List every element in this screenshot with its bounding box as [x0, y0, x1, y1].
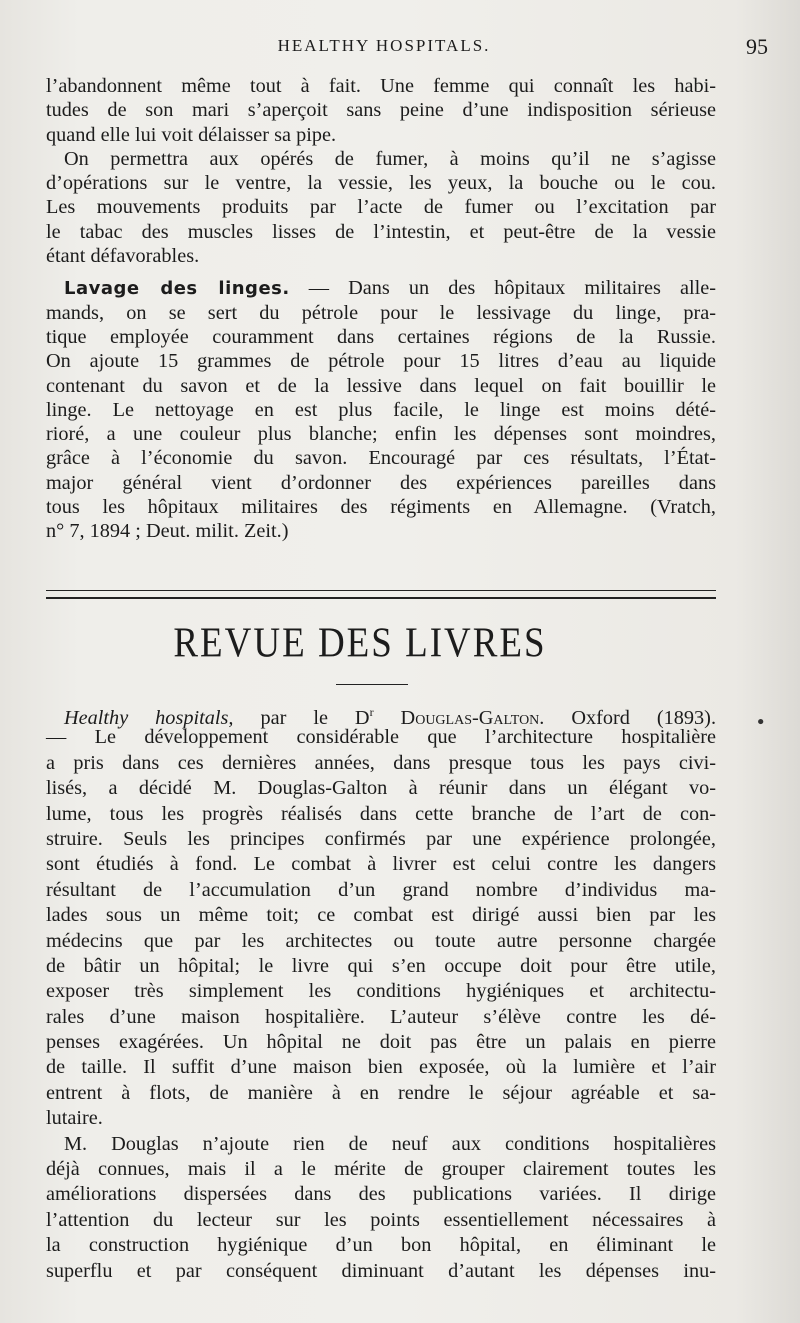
text-line: médecins que par les architectes ou toute autre personne chargée — [46, 929, 716, 952]
text-line: de taille. Il suffit d’une maison bien exposée, où la lumière et l’air — [46, 1056, 716, 1079]
text-line: On ajoute 15 grammes de pétrole pour 15 litres d’eau au liquide — [46, 350, 716, 373]
text-line: lume, tous les progrès réalisés dans cette branche de l’art de con- — [46, 802, 716, 825]
text-line: exposer très simplement les conditions hygiéniques et architectu- — [46, 980, 716, 1003]
text-line: tique employée couramment dans certaines régions de la Russie. — [46, 325, 716, 348]
running-title: HEALTHY HOSPITALS. — [277, 36, 491, 55]
text-line: Les mouvements produits par l’acte de fumer ou l’excitation par — [46, 196, 716, 219]
text-line: quand elle lui voit délaisser sa pipe. — [46, 123, 337, 146]
text-line: la construction hygiénique d’un bon hôpital, en éliminant le — [46, 1234, 716, 1257]
margin-mark: • — [755, 712, 766, 733]
text-line: lutaire. — [46, 1107, 103, 1130]
text-line: de bâtir un hôpital; le livre qui s’en occupe doit pour être utile, — [46, 954, 716, 977]
text-line: améliorations dispersées dans des publications variées. Il dirige — [46, 1183, 716, 1206]
text-line: le tabac des muscles lisses de l’intestin, et peut-être de la vessie — [46, 220, 716, 243]
text-line: mands, on se sert du pétrole pour le lessivage du linge, pra- — [46, 301, 716, 324]
text-line: major général vient d’ordonner des expériences pareilles dans — [46, 471, 716, 494]
text-line: linge. Le nettoyage en est plus facile, le linge est moins dété- — [46, 398, 716, 421]
text-line: lisés, a décidé M. Douglas-Galton à réunir dans un élégant vo- — [46, 777, 716, 800]
book-title: Healthy hospitals, — [64, 706, 234, 729]
page-number: 95 — [746, 34, 768, 59]
text-line: sont étudiés à fond. Le combat à livrer est celui contre les dangers — [46, 853, 716, 876]
text-line: Lavage des linges. — Dans un des hôpitaux militaires alle- — [64, 277, 717, 300]
text-line: l’attention du lecteur sur les points essentiellement nécessaires à — [46, 1208, 716, 1231]
text-line: a pris dans ces dernières années, dans presque tous les pays civi- — [46, 751, 716, 774]
text-line: lades sous un même toit; ce combat est dirigé aussi bien par les — [46, 904, 716, 927]
author-name: Douglas-Galton. — [373, 706, 545, 729]
text-line: rales d’une maison hospitalière. L’auteur s’élève contre les dé- — [46, 1005, 716, 1028]
text-line: étant défavorables. — [46, 245, 200, 268]
short-rule-divider — [336, 684, 408, 685]
double-rule-divider — [46, 590, 716, 599]
text-line: contenant du savon et de la lessive dans lequel on fait bouillir le — [46, 374, 716, 397]
text-line: tous les hôpitaux militaires des régiments en Allemagne. (Vratch, — [46, 496, 716, 519]
text-line: déjà connues, mais il a le mérite de grouper clairement toutes les — [46, 1158, 716, 1181]
text-line: tudes de son mari s’aperçoit sans peine d’une indisposition sérieuse — [46, 99, 716, 122]
text-line: M. Douglas n’ajoute rien de neuf aux conditions hospitalières — [64, 1132, 716, 1155]
text-line: l’abandonnent même tout à fait. Une femme qui connaît les habi- — [46, 75, 716, 97]
text-line: superflu et par conséquent diminuant d’autant les dépenses inu- — [46, 1259, 716, 1282]
text-line: rioré, a une couleur plus blanche; enfin les dépenses sont moindres, — [46, 423, 716, 446]
text-line: On permettra aux opérés de fumer, à moins qu’il ne s’agisse — [64, 147, 716, 170]
section-title: REVUE DES LIVRES — [173, 619, 547, 668]
review-text — [46, 700, 716, 1284]
running-header — [48, 34, 768, 66]
text-line: grâce à l’économie du savon. Encouragé par ces résultats, l’État- — [46, 447, 716, 470]
text-line: entrent à flots, de manière à en rendre le séjour agréable et sa- — [46, 1081, 716, 1104]
text-line: — Le développement considérable que l’architecture hospitalière — [46, 726, 716, 749]
section-heading: Lavage des linges. — [64, 278, 290, 300]
text-line: penses exagérées. Un hôpital ne doit pas être un palais en pierre — [46, 1031, 716, 1054]
main-text — [46, 74, 716, 544]
text-line: d’opérations sur le ventre, la vessie, les yeux, la bouche ou le cou. — [46, 172, 716, 195]
text-line: Healthy hospitals, par le $D^r$ Douglas-Galton. Oxford (1893). — [64, 705, 717, 729]
text-line: struire. Seuls les principes confirmés par une expérience prolongée, — [46, 827, 716, 850]
text-line: résultant de l’accumulation d’un grand nombre d’individus ma- — [46, 878, 716, 901]
citation-line: n° 7, 1894 ; Deut. milit. Zeit.) — [46, 520, 289, 543]
